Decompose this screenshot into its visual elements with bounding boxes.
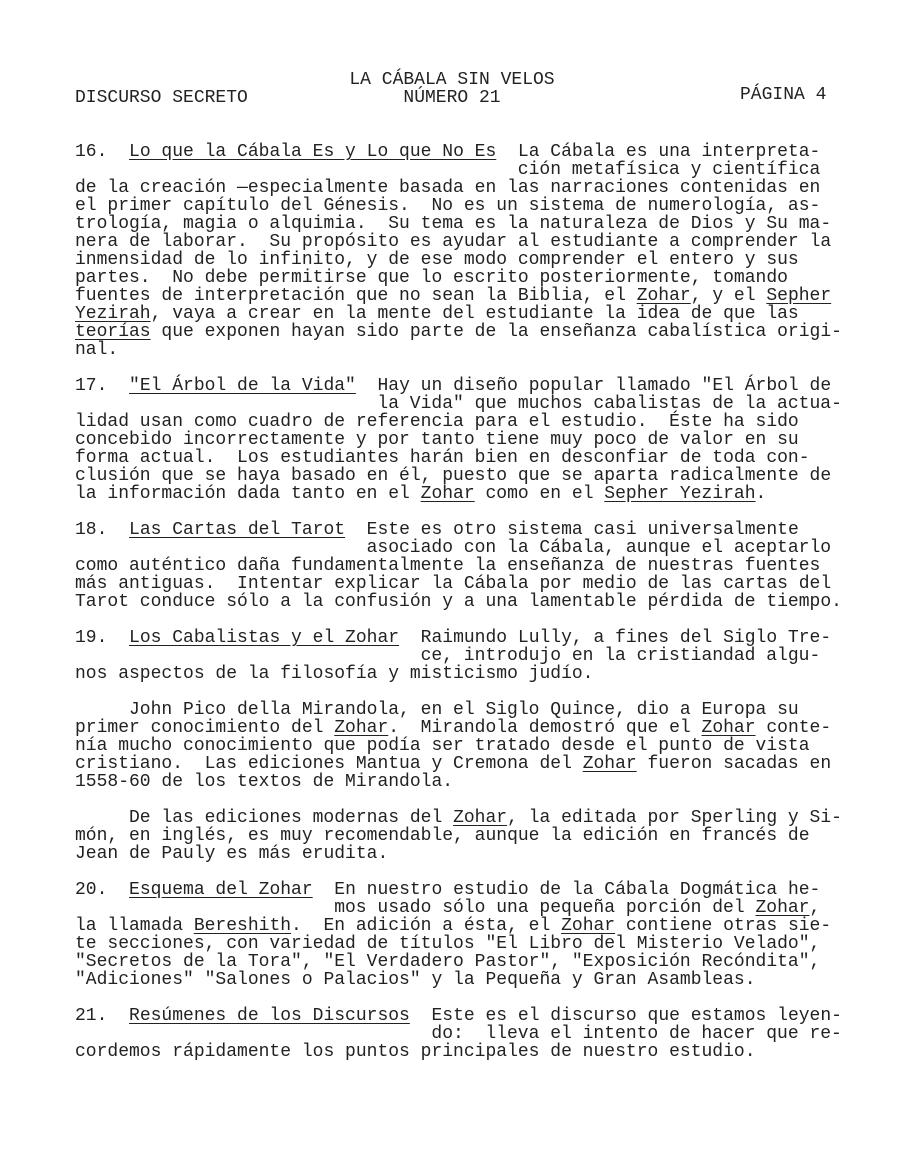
text-line — [75, 935, 875, 953]
section-heading: Lo que la Cábala Es y Lo que No Es — [129, 142, 497, 162]
text-line — [75, 305, 875, 323]
underlined-title: Zohar — [701, 718, 756, 738]
text-line — [75, 575, 875, 593]
text-run: Jean de Pauly es más erudita. — [75, 844, 389, 864]
underlined-title: Zohar — [453, 808, 508, 828]
text-line — [75, 899, 875, 917]
text-run: lidad usan como cuadro de referencia para el estudio. Éste ha sido — [75, 412, 799, 432]
text-line — [75, 1025, 875, 1043]
section-number: 18. — [75, 520, 130, 540]
text-line — [75, 1043, 875, 1061]
text-line — [75, 215, 875, 233]
spacer — [399, 628, 421, 648]
text-line — [75, 233, 875, 251]
header-left-label: DISCURSO SECRETO — [75, 88, 248, 108]
text-run: De las ediciones modernas del — [129, 808, 454, 828]
text-run: 1558-60 de los textos de Mirandola. — [75, 772, 454, 792]
text-run: partes. No debe permitirse que lo escrito posteriormente, tomando — [75, 268, 788, 288]
text-run: nía mucho conocimiento que podía ser tratado desde el punto de vista — [75, 736, 810, 756]
section-number: 21. — [75, 1006, 130, 1026]
text-line — [75, 143, 875, 161]
text-line — [75, 431, 875, 449]
text-run: el primer capítulo del Génesis. No es un sistema de numerología, as- — [75, 196, 821, 216]
section-20 — [75, 881, 875, 989]
text-run: nera de laborar. Su propósito es ayudar al estudiante a comprender la — [75, 232, 832, 252]
section-heading: Resúmenes de los Discursos — [129, 1006, 410, 1026]
text-run: món, en inglés, es muy recomendable, aunque la edición en francés de — [75, 826, 810, 846]
text-line — [75, 719, 875, 737]
section-18 — [75, 521, 875, 611]
text-run: mos usado sólo una pequeña porción del — [334, 898, 756, 918]
section-number: 19. — [75, 628, 130, 648]
text-run: asociado con la Cábala, aunque el aceptarlo — [366, 538, 832, 558]
document-body — [75, 143, 875, 1079]
text-run: la Vida" que muchos cabalistas de la actua- — [377, 394, 842, 414]
text-run: de la creación —especialmente basada en las narraciones contenidas en — [75, 178, 821, 198]
text-run: Raimundo Lully, a fines del Siglo Tre- — [420, 628, 832, 648]
text-run: fueron sacadas en — [636, 754, 832, 774]
text-line — [75, 521, 875, 539]
text-run: fuentes de interpretación que no sean la Biblia, el — [75, 286, 637, 306]
text-run: La Cábala es una interpreta- — [517, 142, 821, 162]
text-run: Este es otro sistema casi universalmente — [366, 520, 799, 540]
text-run: , vaya a crear en la mente del estudiante la idea de que las — [150, 304, 799, 324]
paragraph — [75, 809, 875, 863]
text-run: cordemos rápidamente los puntos principales de nuestro estudio. — [75, 1042, 756, 1062]
text-run: te secciones, con variedad de títulos "El Libro del Misterio Velado", — [75, 934, 821, 954]
underlined-title: Sepher Yezirah — [604, 484, 756, 504]
text-run: cristiano. Las ediciones Mantua y Cremona del — [75, 754, 583, 774]
text-run: do: lleva el intento de hacer que re- — [431, 1024, 842, 1044]
text-line — [75, 377, 875, 395]
section-heading: Las Cartas del Tarot — [129, 520, 346, 540]
spacer — [410, 1006, 432, 1026]
section-16 — [75, 143, 875, 359]
text-line — [75, 341, 875, 359]
text-line — [75, 917, 875, 935]
text-line — [75, 539, 875, 557]
discourse-number: NÚMERO 21 — [403, 88, 501, 108]
underlined-title: Yezirah — [75, 304, 151, 324]
section-heading: "El Árbol de la Vida" — [129, 376, 356, 396]
text-line — [75, 809, 875, 827]
text-run: . Mirandola demostró que el — [388, 718, 702, 738]
section-heading: Los Cabalistas y el Zohar — [129, 628, 400, 648]
text-line — [75, 701, 875, 719]
text-line — [75, 737, 875, 755]
text-run: Este es el discurso que estamos leyen- — [431, 1006, 842, 1026]
text-run: ción metafísica y científica — [517, 160, 821, 180]
text-line — [75, 629, 875, 647]
text-run: como auténtico daña fundamentalmente la enseñanza de nuestras fuentes — [75, 556, 821, 576]
text-run: contiene otras sie- — [615, 916, 832, 936]
text-run: más antiguas. Intentar explicar la Cábala por medio de las cartas del — [75, 574, 832, 594]
text-line — [75, 287, 875, 305]
underlined-title: Zohar — [561, 916, 616, 936]
text-run: como en el — [474, 484, 605, 504]
spacer — [496, 142, 518, 162]
text-run: John Pico della Mirandola, en el Siglo Quince, dio a Europa su — [129, 700, 799, 720]
text-run: . — [755, 484, 767, 504]
text-run: ce, introdujo en la cristiandad algu- — [420, 646, 821, 666]
text-line — [75, 773, 875, 791]
underlined-title: Bereshith — [193, 916, 292, 936]
text-line — [75, 161, 875, 179]
text-run: , y el — [690, 286, 767, 306]
text-run: la información dada tanto en el — [75, 484, 421, 504]
underlined-title: Zohar — [420, 484, 475, 504]
text-line — [75, 467, 875, 485]
text-run: En nuestro estudio de la Cábala Dogmática he- — [334, 880, 821, 900]
text-run: la llamada — [75, 916, 194, 936]
document-title: LA CÁBALA SIN VELOS — [349, 70, 555, 90]
text-line — [75, 251, 875, 269]
text-line — [75, 269, 875, 287]
text-line — [75, 449, 875, 467]
text-line — [75, 557, 875, 575]
section-number: 20. — [75, 880, 130, 900]
section-17 — [75, 377, 875, 503]
text-line — [75, 971, 875, 989]
underlined-title: Zohar — [636, 286, 691, 306]
text-line — [75, 323, 875, 341]
underlined-title: Sepher — [766, 286, 832, 306]
text-line — [75, 827, 875, 845]
text-line — [75, 953, 875, 971]
text-run: que exponen hayan sido parte de la enseñanza cabalística origi- — [150, 322, 842, 342]
text-run: nal. — [75, 340, 119, 360]
text-run: inmensidad de lo infinito, y de ese modo comprender el entero y sus — [75, 250, 799, 270]
text-line — [75, 197, 875, 215]
text-run: concebido incorrectamente y por tanto tiene muy poco de valor en su — [75, 430, 799, 450]
text-run: , la editada por Sperling y Si- — [507, 808, 842, 828]
text-run: Hay un diseño popular llamado "El Árbol de — [377, 376, 832, 396]
text-line — [75, 665, 875, 683]
section-19 — [75, 629, 875, 683]
text-run: Tarot conduce sólo a la confusión y a una lamentable pérdida de tiempo. — [75, 592, 842, 612]
text-run: "Secretos de la Tora", "El Verdadero Pastor", "Exposición Recóndita", — [75, 952, 821, 972]
text-line — [75, 755, 875, 773]
text-run: . En adición a ésta, el — [291, 916, 562, 936]
text-line — [75, 593, 875, 611]
underlined-title: Zohar — [582, 754, 637, 774]
text-line — [75, 485, 875, 503]
underlined-title: Zohar — [755, 898, 810, 918]
text-run: primer conocimiento del — [75, 718, 335, 738]
text-line — [75, 845, 875, 863]
section-heading: Esquema del Zohar — [129, 880, 313, 900]
spacer — [345, 520, 367, 540]
paragraph — [75, 701, 875, 791]
text-line — [75, 179, 875, 197]
text-run: , — [809, 898, 821, 918]
spacer — [356, 376, 378, 396]
section-number: 16. — [75, 142, 130, 162]
text-line — [75, 881, 875, 899]
text-run: conte- — [755, 718, 832, 738]
text-run: clusión que se haya basado en él, puesto que se aparta radicalmente de — [75, 466, 832, 486]
page-number: PÁGINA 4 — [740, 85, 827, 105]
section-number: 17. — [75, 376, 130, 396]
text-line — [75, 647, 875, 665]
underlined-title: teorías — [75, 322, 151, 342]
text-line — [75, 1007, 875, 1025]
spacer — [313, 880, 335, 900]
text-line — [75, 413, 875, 431]
underlined-title: Zohar — [334, 718, 389, 738]
text-line — [75, 395, 875, 413]
text-run: nos aspectos de la filosofía y misticismo judío. — [75, 664, 594, 684]
section-21 — [75, 1007, 875, 1061]
text-run: forma actual. Los estudiantes harán bien en desconfiar de toda con- — [75, 448, 810, 468]
text-run: trología, magia o alquimia. Su tema es la naturaleza de Dios y Su ma- — [75, 214, 832, 234]
text-run: "Adiciones" "Salones o Palacios" y la Pequeña y Gran Asambleas. — [75, 970, 756, 990]
